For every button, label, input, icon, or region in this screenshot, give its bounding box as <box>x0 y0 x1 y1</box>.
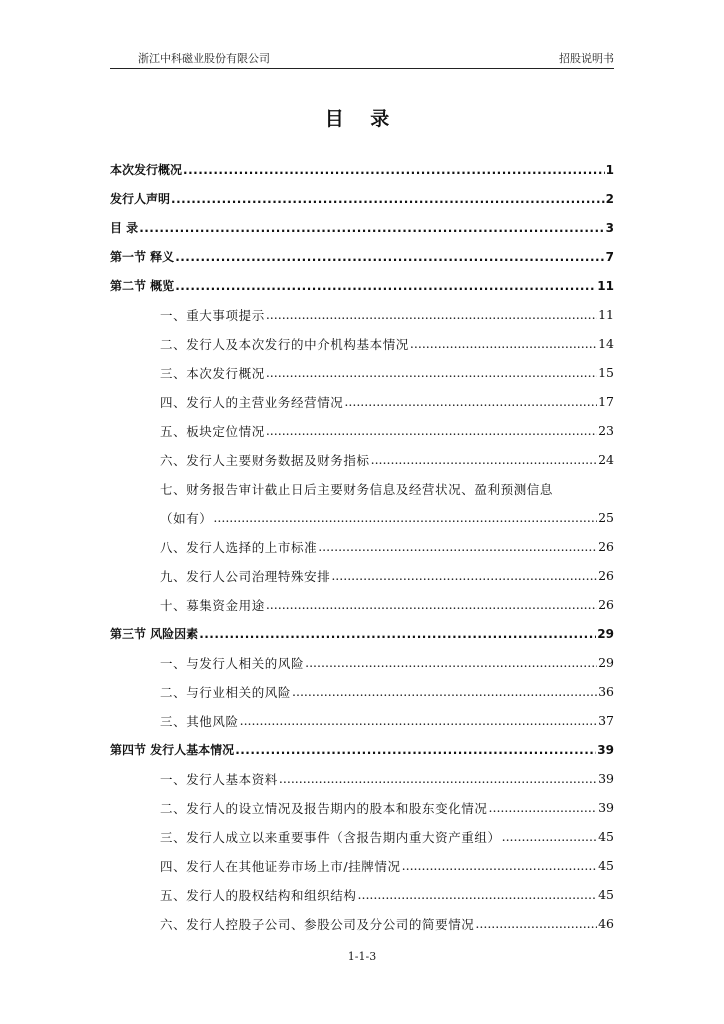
toc-page-number: 2 <box>605 191 614 206</box>
toc-entry-label: 第三节 风险因素 <box>110 627 199 641</box>
toc-page-number: 46 <box>598 916 614 931</box>
toc-page-number: 1 <box>605 162 614 177</box>
toc-leader-dots <box>475 916 597 931</box>
toc-section-entry[interactable] <box>110 851 614 880</box>
toc-section-entry[interactable] <box>110 764 614 793</box>
toc-entry-label: 发行人声明 <box>110 192 171 206</box>
toc-entry-label-line1[interactable]: 七、财务报告审计截止日后主要财务信息及经营状况、盈利预测信息 <box>160 481 554 497</box>
toc-leader-dots <box>171 192 605 206</box>
toc-page-number: 26 <box>598 597 614 612</box>
toc-page-number: 37 <box>598 713 614 728</box>
toc-section-entry[interactable] <box>110 503 614 532</box>
toc-section-entry[interactable] <box>110 358 614 387</box>
toc-entry-label: 二、与行业相关的风险 <box>160 684 292 700</box>
toc-section-entry[interactable] <box>110 677 614 706</box>
toc-entry-label: （如有） <box>160 510 213 526</box>
toc-page-number: 39 <box>598 800 614 815</box>
toc-page-number: 23 <box>598 423 614 438</box>
toc-page-number: 39 <box>598 771 614 786</box>
toc-title: 目 录 <box>324 108 400 130</box>
toc-entry-label: 一、发行人基本资料 <box>160 771 278 787</box>
toc-entry-label: 第一节 释义 <box>110 250 175 264</box>
toc-page-number: 26 <box>598 539 614 554</box>
toc-leader-dots <box>175 279 596 293</box>
toc-entry-label: 五、发行人的股权结构和组织结构 <box>160 887 357 903</box>
toc-section-entry[interactable] <box>110 822 614 851</box>
toc-leader-dots <box>266 597 597 612</box>
toc-entry-label: 九、发行人公司治理特殊安排 <box>160 568 331 584</box>
toc-chapter-entry[interactable] <box>110 271 614 300</box>
toc-page-number: 26 <box>598 568 614 583</box>
toc-page-number: 29 <box>597 626 614 641</box>
toc-page-number: 36 <box>598 684 614 699</box>
toc-section-entry[interactable] <box>110 706 614 735</box>
toc-entry-label: 五、板块定位情况 <box>160 423 265 439</box>
toc-page-number: 29 <box>598 655 614 670</box>
toc-entry-label: 八、发行人选择的上市标准 <box>160 539 318 555</box>
toc-leader-dots <box>235 743 596 757</box>
toc-entry-label: 三、发行人成立以来重要事件（含报告期内重大资产重组） <box>160 829 501 845</box>
toc-leader-dots <box>240 713 597 728</box>
toc-leader-dots <box>318 539 597 554</box>
toc-entry-label: 目 录 <box>110 221 139 235</box>
header-doc-type: 招股说明书 <box>559 52 614 65</box>
toc-section-entry[interactable] <box>110 532 614 561</box>
toc-leader-dots <box>292 684 597 699</box>
toc-section-entry[interactable] <box>110 387 614 416</box>
header-divider <box>110 68 614 69</box>
toc-section-entry[interactable] <box>110 329 614 358</box>
toc-page-number: 11 <box>597 278 614 293</box>
toc-section-entry[interactable] <box>110 300 614 329</box>
toc-entry-label: 二、发行人及本次发行的中介机构基本情况 <box>160 336 409 352</box>
toc-entry-label: 六、发行人主要财务数据及财务指标 <box>160 452 370 468</box>
toc-entry-label: 四、发行人的主营业务经营情况 <box>160 394 344 410</box>
toc-entry-label: 四、发行人在其他证券市场上市/挂牌情况 <box>160 858 401 874</box>
toc-leader-dots <box>402 858 597 873</box>
toc-section-entry[interactable] <box>110 648 614 677</box>
toc-entry-label: 三、其他风险 <box>160 713 239 729</box>
toc-leader-dots <box>489 800 598 815</box>
page-header <box>110 50 614 68</box>
toc-chapter-entry[interactable] <box>110 155 614 184</box>
toc-leader-dots <box>410 336 597 351</box>
toc-entry-label: 第四节 发行人基本情况 <box>110 743 235 757</box>
toc-page-number: 39 <box>597 742 614 757</box>
toc-page-number: 15 <box>598 365 614 380</box>
toc-page-number: 45 <box>598 887 614 902</box>
toc-chapter-entry[interactable] <box>110 735 614 764</box>
toc-leader-dots <box>331 568 597 583</box>
toc-entry-label: 本次发行概况 <box>110 163 183 177</box>
toc-section-entry[interactable] <box>110 445 614 474</box>
table-of-contents <box>110 155 614 938</box>
toc-entry-label: 十、募集资金用途 <box>160 597 265 613</box>
toc-section-entry[interactable] <box>110 793 614 822</box>
toc-leader-dots <box>175 250 604 264</box>
toc-leader-dots <box>358 887 598 902</box>
toc-section-entry[interactable] <box>110 909 614 938</box>
toc-page-number: 24 <box>598 452 614 467</box>
toc-entry-label: 第二节 概览 <box>110 279 175 293</box>
toc-chapter-entry[interactable] <box>110 242 614 271</box>
toc-leader-dots <box>305 655 597 670</box>
toc-section-entry[interactable] <box>110 590 614 619</box>
toc-page-number: 45 <box>598 858 614 873</box>
toc-leader-dots <box>213 510 597 525</box>
toc-entry-label: 一、重大事项提示 <box>160 307 265 323</box>
toc-section-entry[interactable] <box>110 880 614 909</box>
toc-page-number: 7 <box>605 249 614 264</box>
toc-leader-dots <box>279 771 597 786</box>
toc-section-entry[interactable] <box>110 561 614 590</box>
toc-leader-dots <box>199 627 596 641</box>
toc-chapter-entry[interactable] <box>110 184 614 213</box>
toc-leader-dots <box>502 829 597 844</box>
toc-page-number: 3 <box>605 220 614 235</box>
toc-entry-label: 六、发行人控股子公司、参股公司及分公司的简要情况 <box>160 916 475 932</box>
toc-page-number: 11 <box>598 307 614 322</box>
toc-leader-dots <box>266 423 597 438</box>
toc-page-number: 45 <box>598 829 614 844</box>
toc-leader-dots <box>183 163 605 177</box>
toc-entry-label: 三、本次发行概况 <box>160 365 265 381</box>
toc-leader-dots <box>344 394 597 409</box>
toc-page-number: 17 <box>598 394 614 409</box>
toc-section-entry[interactable] <box>110 416 614 445</box>
toc-leader-dots <box>139 221 604 235</box>
toc-page-number: 14 <box>598 336 614 351</box>
header-company: 浙江中科磁业股份有限公司 <box>138 52 270 65</box>
toc-entry-label: 一、与发行人相关的风险 <box>160 655 305 671</box>
toc-leader-dots <box>266 307 597 322</box>
toc-chapter-entry[interactable] <box>110 213 614 242</box>
page-number: 1-1-3 <box>347 950 377 963</box>
toc-page-number: 25 <box>598 510 614 525</box>
toc-leader-dots <box>371 452 597 467</box>
toc-chapter-entry[interactable] <box>110 619 614 648</box>
toc-leader-dots <box>266 365 597 380</box>
toc-entry-label: 二、发行人的设立情况及报告期内的股本和股东变化情况 <box>160 800 488 816</box>
